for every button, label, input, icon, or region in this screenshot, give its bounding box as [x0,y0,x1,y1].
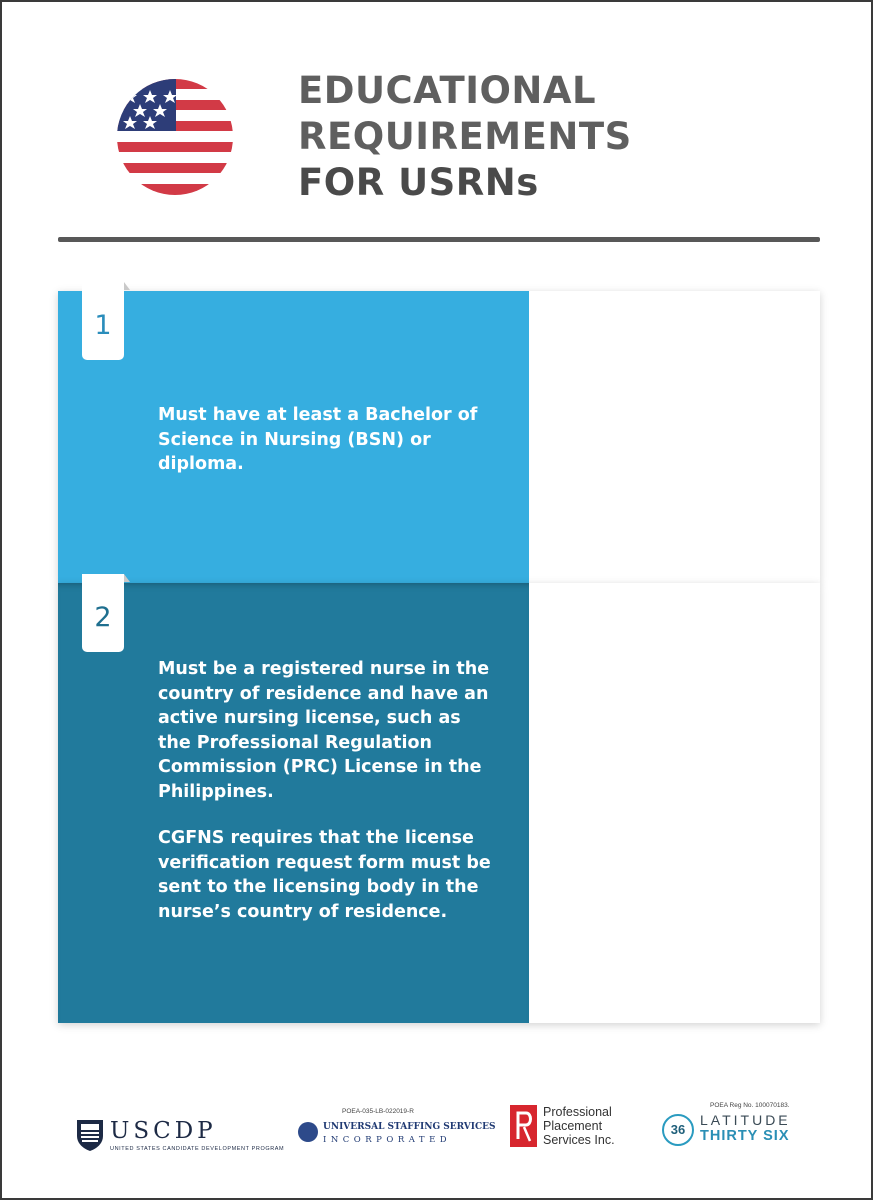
pps-line-1: Professional [543,1105,612,1119]
latitude-thirty-six-logo [662,1102,802,1148]
latitude-line-1: LATITUDE [700,1112,791,1128]
page-title [298,68,632,206]
requirement-panel-1 [58,291,529,583]
pps-line-3: Services Inc. [543,1133,615,1147]
uscdp-name: USCDP [110,1118,217,1144]
shield-icon [76,1118,104,1152]
uss-incorporated: INCORPORATED [323,1135,452,1145]
requirement-panel-2 [58,583,529,1023]
uscdp-subtitle: UNITED STATES CANDIDATE DEVELOPMENT PROGRAM [110,1146,285,1152]
requirement-2-paragraph-1: Must be a registered nurse in the country of residence and have an active nursing license, such as the Professional Regulation Commission (PRC) License in the Philippines. [158,659,490,802]
requirement-number-tab-2: 2 [82,574,124,652]
uss-registration: POEA-035-LB-022019-R [342,1108,414,1115]
latitude-line-2: THIRTY SIX [700,1128,790,1144]
uss-name: UNIVERSAL STAFFING SERVICES [323,1122,496,1132]
header-divider [58,237,820,242]
pps-name [543,1105,615,1147]
requirement-card-1 [58,291,820,583]
requirement-1-paragraph: Must have at least a Bachelor of Science in Nursing (BSN) or diploma. [158,405,478,474]
latitude-number-badge: 36 [662,1114,694,1146]
title-line-3: FOR USRNs [298,161,539,204]
requirement-2-paragraph-2: CGFNS requires that the license verification request form must be sent to the licensing body in the nurse’s country of residence. [158,828,491,922]
requirement-icon-box-1 [529,291,820,583]
universal-staffing-logo [298,1108,496,1150]
requirement-text-1 [158,403,488,499]
pps-mark-icon [510,1105,537,1147]
uscdp-logo [76,1115,285,1155]
requirement-icon-box-2 [529,583,820,1023]
globe-icon [298,1122,318,1142]
requirement-text-2 [158,657,498,946]
pps-line-2: Placement [543,1119,603,1133]
us-flag-icon [116,78,234,196]
professional-placement-logo [510,1105,625,1149]
title-line-2: REQUIREMENTS [298,115,632,158]
requirement-number-tab-1: 1 [82,282,124,360]
requirement-card-2 [58,583,820,1023]
latitude-registration: POEA Reg No. 100070183. [710,1102,790,1109]
title-line-1: EDUCATIONAL [298,69,597,112]
